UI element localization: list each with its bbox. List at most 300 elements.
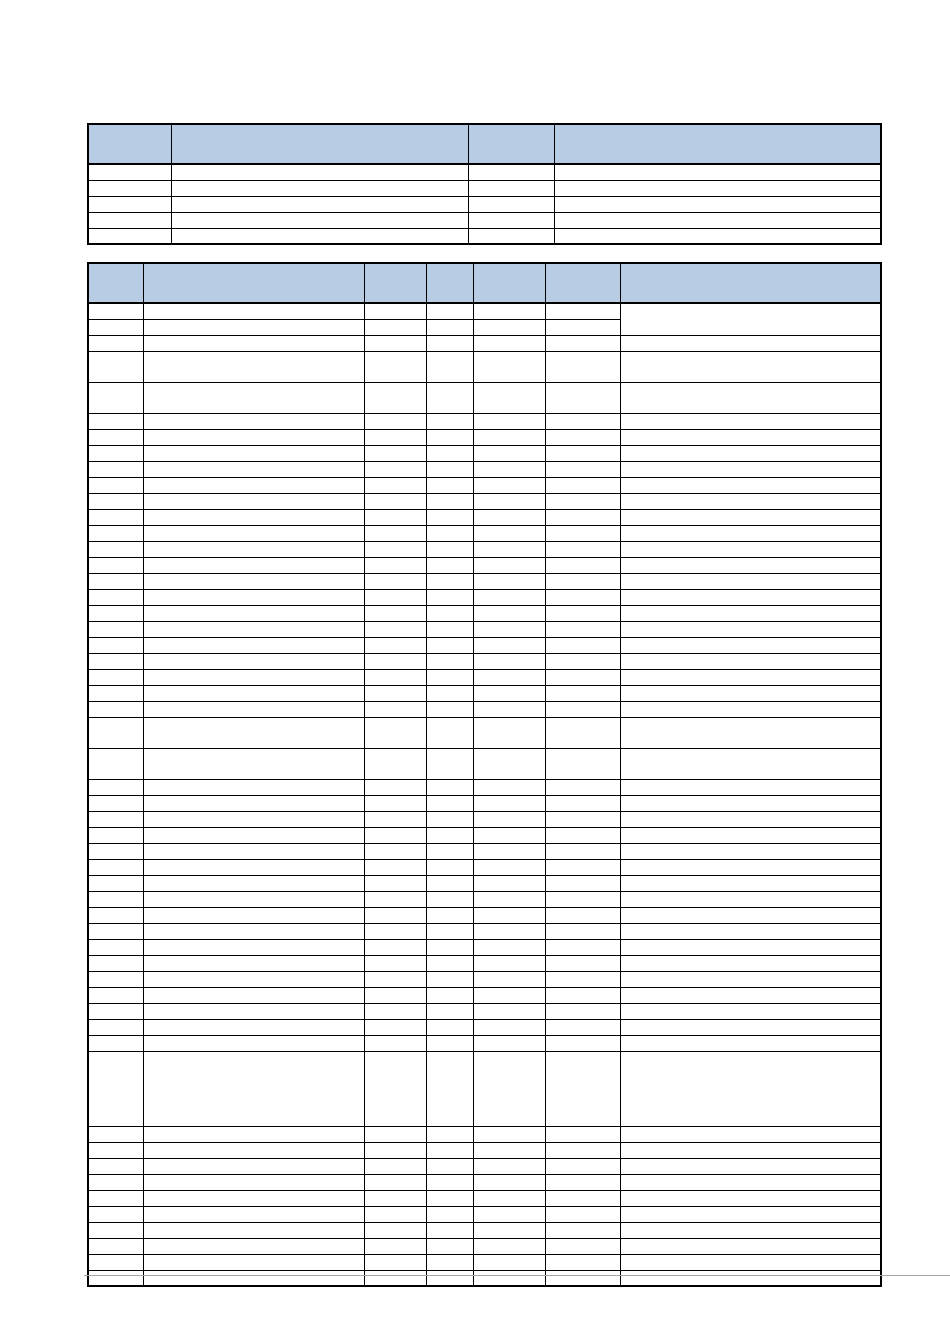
table-cell bbox=[545, 685, 620, 701]
table-cell bbox=[88, 445, 143, 461]
table-cell bbox=[88, 748, 143, 779]
table-cell bbox=[364, 557, 426, 573]
table-cell bbox=[545, 445, 620, 461]
table-cell bbox=[143, 493, 364, 509]
table-cell bbox=[88, 1003, 143, 1019]
table-cell bbox=[473, 1158, 545, 1174]
table-cell bbox=[143, 971, 364, 987]
table-cell bbox=[473, 573, 545, 589]
table-row bbox=[88, 701, 881, 717]
table-cell bbox=[426, 637, 473, 653]
table-cell bbox=[426, 795, 473, 811]
table-cell bbox=[143, 1206, 364, 1222]
table-row bbox=[88, 445, 881, 461]
table-row bbox=[88, 795, 881, 811]
table-cell bbox=[620, 413, 881, 429]
table-cell bbox=[473, 1174, 545, 1190]
table-row bbox=[88, 413, 881, 429]
table-cell bbox=[88, 685, 143, 701]
table-cell bbox=[426, 557, 473, 573]
table-cell bbox=[620, 637, 881, 653]
table-row bbox=[88, 923, 881, 939]
table-cell bbox=[426, 685, 473, 701]
table-row bbox=[88, 843, 881, 859]
summary-header-cell bbox=[554, 124, 881, 164]
table-cell bbox=[545, 1238, 620, 1254]
table-cell bbox=[473, 717, 545, 748]
table-cell bbox=[473, 429, 545, 445]
table-cell bbox=[88, 319, 143, 335]
table-cell bbox=[143, 907, 364, 923]
table-cell bbox=[88, 605, 143, 621]
table-cell bbox=[88, 1270, 143, 1286]
table-row bbox=[88, 1206, 881, 1222]
table-cell bbox=[620, 1158, 881, 1174]
table-cell bbox=[473, 1190, 545, 1206]
table-row bbox=[88, 589, 881, 605]
table-cell bbox=[364, 509, 426, 525]
table-cell bbox=[426, 605, 473, 621]
table-cell bbox=[426, 939, 473, 955]
table-cell bbox=[620, 1019, 881, 1035]
table-cell bbox=[620, 1222, 881, 1238]
table-cell bbox=[143, 653, 364, 669]
table-cell bbox=[473, 1142, 545, 1158]
table-cell bbox=[88, 907, 143, 923]
table-cell bbox=[88, 1035, 143, 1051]
table-cell bbox=[364, 413, 426, 429]
table-cell bbox=[545, 891, 620, 907]
table-cell bbox=[545, 795, 620, 811]
table-cell bbox=[620, 621, 881, 637]
table-cell bbox=[143, 779, 364, 795]
table-cell bbox=[143, 461, 364, 477]
detail-table-body bbox=[88, 303, 881, 1286]
table-cell bbox=[88, 351, 143, 382]
table-cell bbox=[473, 685, 545, 701]
table-cell bbox=[545, 382, 620, 413]
table-cell bbox=[88, 955, 143, 971]
table-cell bbox=[364, 891, 426, 907]
table-cell bbox=[88, 717, 143, 748]
table-cell bbox=[545, 1254, 620, 1270]
table-cell bbox=[143, 413, 364, 429]
table-cell bbox=[473, 843, 545, 859]
table-cell bbox=[620, 445, 881, 461]
table-cell bbox=[545, 303, 620, 319]
table-cell bbox=[620, 1190, 881, 1206]
table-cell bbox=[364, 1222, 426, 1238]
table-cell bbox=[545, 748, 620, 779]
table-cell bbox=[143, 923, 364, 939]
table-cell bbox=[473, 811, 545, 827]
table-cell bbox=[426, 493, 473, 509]
table-cell bbox=[473, 637, 545, 653]
table-cell bbox=[143, 445, 364, 461]
table-cell bbox=[88, 303, 143, 319]
table-cell bbox=[143, 637, 364, 653]
table-cell bbox=[620, 1003, 881, 1019]
table-cell bbox=[620, 811, 881, 827]
table-cell bbox=[545, 351, 620, 382]
table-cell bbox=[545, 493, 620, 509]
table-cell bbox=[426, 843, 473, 859]
table-cell bbox=[143, 748, 364, 779]
table-cell bbox=[473, 541, 545, 557]
table-cell bbox=[364, 811, 426, 827]
table-row bbox=[88, 939, 881, 955]
table-cell bbox=[88, 335, 143, 351]
table-cell bbox=[473, 748, 545, 779]
table-cell bbox=[473, 653, 545, 669]
table-cell bbox=[545, 1142, 620, 1158]
table-cell bbox=[426, 461, 473, 477]
table-cell bbox=[545, 779, 620, 795]
table-cell bbox=[473, 779, 545, 795]
summary-header-cell bbox=[171, 124, 468, 164]
table-cell bbox=[88, 827, 143, 843]
table-cell bbox=[143, 351, 364, 382]
table-row bbox=[88, 605, 881, 621]
table-cell bbox=[473, 509, 545, 525]
table-cell bbox=[620, 923, 881, 939]
table-cell bbox=[545, 605, 620, 621]
table-cell bbox=[620, 653, 881, 669]
table-cell bbox=[545, 987, 620, 1003]
table-cell bbox=[364, 1019, 426, 1035]
table-cell bbox=[426, 1270, 473, 1286]
table-row bbox=[88, 955, 881, 971]
table-cell bbox=[364, 461, 426, 477]
detail-table bbox=[87, 262, 882, 1287]
table-row bbox=[88, 1142, 881, 1158]
table-cell bbox=[364, 1003, 426, 1019]
table-cell bbox=[88, 1238, 143, 1254]
table-cell bbox=[426, 891, 473, 907]
table-cell bbox=[620, 429, 881, 445]
table-cell bbox=[620, 939, 881, 955]
table-cell bbox=[473, 589, 545, 605]
table-cell bbox=[620, 382, 881, 413]
table-cell bbox=[88, 1142, 143, 1158]
table-cell bbox=[426, 827, 473, 843]
table-cell bbox=[364, 493, 426, 509]
table-cell bbox=[143, 429, 364, 445]
table-cell bbox=[620, 891, 881, 907]
table-row bbox=[88, 1270, 881, 1286]
table-row bbox=[88, 717, 881, 748]
table-cell bbox=[88, 779, 143, 795]
table-cell bbox=[143, 795, 364, 811]
table-cell bbox=[545, 939, 620, 955]
table-row bbox=[88, 1035, 881, 1051]
summary-table bbox=[87, 123, 882, 245]
table-cell bbox=[620, 493, 881, 509]
table-cell bbox=[364, 1126, 426, 1142]
table-cell bbox=[426, 859, 473, 875]
table-cell bbox=[143, 1222, 364, 1238]
table-cell bbox=[473, 621, 545, 637]
table-cell bbox=[545, 1003, 620, 1019]
table-cell bbox=[88, 701, 143, 717]
table-cell bbox=[143, 891, 364, 907]
table-cell bbox=[364, 955, 426, 971]
table-cell bbox=[620, 685, 881, 701]
table-cell bbox=[620, 589, 881, 605]
table-cell bbox=[426, 382, 473, 413]
table-cell bbox=[620, 541, 881, 557]
table-cell bbox=[620, 1142, 881, 1158]
table-cell bbox=[620, 669, 881, 685]
table-cell bbox=[426, 653, 473, 669]
table-row bbox=[88, 811, 881, 827]
table-cell bbox=[426, 509, 473, 525]
table-row bbox=[88, 748, 881, 779]
table-cell bbox=[364, 653, 426, 669]
table-cell bbox=[88, 525, 143, 541]
table-cell bbox=[426, 429, 473, 445]
table-cell bbox=[88, 939, 143, 955]
table-cell bbox=[426, 445, 473, 461]
table-cell bbox=[143, 1142, 364, 1158]
table-cell bbox=[426, 1003, 473, 1019]
table-cell bbox=[143, 303, 364, 319]
table-cell bbox=[364, 477, 426, 493]
table-cell bbox=[364, 827, 426, 843]
table-cell bbox=[545, 461, 620, 477]
table-cell bbox=[426, 779, 473, 795]
table-cell bbox=[620, 907, 881, 923]
table-cell bbox=[620, 509, 881, 525]
table-cell bbox=[473, 445, 545, 461]
table-row bbox=[88, 891, 881, 907]
detail-header-cell bbox=[620, 263, 881, 303]
table-cell bbox=[143, 859, 364, 875]
table-cell bbox=[545, 541, 620, 557]
detail-header-cell bbox=[426, 263, 473, 303]
table-cell bbox=[620, 525, 881, 541]
table-cell bbox=[545, 1158, 620, 1174]
table-row bbox=[88, 621, 881, 637]
table-cell bbox=[143, 701, 364, 717]
table-cell bbox=[426, 351, 473, 382]
table-row bbox=[88, 1019, 881, 1035]
table-cell bbox=[473, 1019, 545, 1035]
table-cell bbox=[364, 1206, 426, 1222]
table-cell bbox=[143, 477, 364, 493]
table-cell bbox=[426, 748, 473, 779]
table-cell bbox=[545, 859, 620, 875]
table-cell bbox=[620, 779, 881, 795]
table-cell bbox=[545, 525, 620, 541]
table-cell bbox=[364, 875, 426, 891]
table-row bbox=[88, 1126, 881, 1142]
table-cell bbox=[426, 1190, 473, 1206]
table-cell bbox=[545, 319, 620, 335]
table-cell bbox=[364, 1158, 426, 1174]
table-cell bbox=[143, 685, 364, 701]
table-cell bbox=[364, 717, 426, 748]
table-cell bbox=[364, 987, 426, 1003]
table-cell bbox=[88, 811, 143, 827]
table-cell bbox=[620, 987, 881, 1003]
table-cell bbox=[143, 605, 364, 621]
table-cell bbox=[426, 923, 473, 939]
table-row bbox=[88, 1238, 881, 1254]
table-cell bbox=[426, 573, 473, 589]
table-cell bbox=[143, 589, 364, 605]
table-cell bbox=[143, 1019, 364, 1035]
table-cell bbox=[426, 717, 473, 748]
table-row bbox=[88, 875, 881, 891]
table-cell bbox=[143, 335, 364, 351]
table-cell bbox=[143, 987, 364, 1003]
detail-header-cell bbox=[545, 263, 620, 303]
table-cell bbox=[88, 1019, 143, 1035]
table-cell bbox=[545, 923, 620, 939]
table-cell bbox=[364, 303, 426, 319]
table-cell bbox=[88, 795, 143, 811]
table-row bbox=[88, 1003, 881, 1019]
table-cell bbox=[88, 1051, 143, 1126]
table-cell bbox=[545, 573, 620, 589]
table-cell bbox=[143, 811, 364, 827]
detail-header-cell bbox=[364, 263, 426, 303]
table-cell bbox=[88, 541, 143, 557]
table-cell bbox=[545, 429, 620, 445]
table-row bbox=[88, 1174, 881, 1190]
table-row bbox=[88, 637, 881, 653]
table-cell bbox=[88, 653, 143, 669]
table-cell bbox=[364, 685, 426, 701]
table-cell bbox=[473, 493, 545, 509]
table-cell bbox=[143, 382, 364, 413]
table-cell bbox=[364, 1035, 426, 1051]
table-cell bbox=[426, 303, 473, 319]
table-cell bbox=[88, 1158, 143, 1174]
summary-header-row bbox=[88, 124, 881, 164]
table-cell bbox=[545, 971, 620, 987]
table-cell bbox=[364, 605, 426, 621]
table-cell bbox=[545, 589, 620, 605]
table-row bbox=[88, 1051, 881, 1126]
table-cell bbox=[473, 477, 545, 493]
table-cell bbox=[143, 319, 364, 335]
table-cell bbox=[620, 1051, 881, 1126]
table-cell bbox=[545, 875, 620, 891]
table-cell bbox=[143, 1035, 364, 1051]
table-cell bbox=[88, 923, 143, 939]
table-cell bbox=[426, 1206, 473, 1222]
table-cell bbox=[620, 605, 881, 621]
table-cell bbox=[545, 955, 620, 971]
table-cell bbox=[88, 621, 143, 637]
table-cell bbox=[88, 413, 143, 429]
table-cell bbox=[545, 907, 620, 923]
table-cell bbox=[545, 827, 620, 843]
table-cell bbox=[88, 891, 143, 907]
table-cell bbox=[620, 859, 881, 875]
table-cell bbox=[620, 1206, 881, 1222]
table-cell bbox=[545, 811, 620, 827]
table-cell bbox=[426, 1174, 473, 1190]
table-cell bbox=[143, 1174, 364, 1190]
table-cell bbox=[364, 573, 426, 589]
table-cell bbox=[88, 1206, 143, 1222]
table-cell bbox=[545, 637, 620, 653]
table-cell bbox=[143, 843, 364, 859]
table-cell bbox=[620, 1174, 881, 1190]
table-cell bbox=[364, 1270, 426, 1286]
table-row bbox=[88, 180, 881, 196]
table-cell bbox=[364, 637, 426, 653]
table-cell bbox=[545, 335, 620, 351]
detail-header-cell bbox=[88, 263, 143, 303]
table-cell bbox=[364, 429, 426, 445]
table-row bbox=[88, 1190, 881, 1206]
table-cell bbox=[473, 955, 545, 971]
table-row bbox=[88, 669, 881, 685]
table-cell bbox=[426, 1035, 473, 1051]
table-cell bbox=[143, 827, 364, 843]
table-cell bbox=[88, 429, 143, 445]
table-cell bbox=[88, 509, 143, 525]
table-row bbox=[88, 212, 881, 228]
table-cell bbox=[88, 987, 143, 1003]
table-cell bbox=[426, 875, 473, 891]
table-cell bbox=[473, 1206, 545, 1222]
table-cell bbox=[143, 939, 364, 955]
table-cell bbox=[426, 907, 473, 923]
table-cell bbox=[364, 939, 426, 955]
table-cell bbox=[364, 1238, 426, 1254]
table-cell bbox=[473, 319, 545, 335]
table-cell bbox=[620, 827, 881, 843]
table-cell bbox=[143, 1126, 364, 1142]
table-cell bbox=[473, 1270, 545, 1286]
table-cell bbox=[426, 477, 473, 493]
table-cell bbox=[426, 1254, 473, 1270]
table-cell bbox=[143, 509, 364, 525]
table-cell bbox=[364, 621, 426, 637]
table-cell bbox=[143, 669, 364, 685]
table-row bbox=[88, 685, 881, 701]
table-row bbox=[88, 509, 881, 525]
table-cell bbox=[143, 1158, 364, 1174]
table-cell bbox=[364, 1254, 426, 1270]
detail-header-cell bbox=[143, 263, 364, 303]
table-cell bbox=[88, 573, 143, 589]
table-row bbox=[88, 987, 881, 1003]
summary-header-cell bbox=[88, 124, 171, 164]
table-cell bbox=[473, 605, 545, 621]
table-cell bbox=[473, 351, 545, 382]
table-cell bbox=[88, 493, 143, 509]
table-cell bbox=[620, 1035, 881, 1051]
table-cell bbox=[473, 1126, 545, 1142]
table-cell bbox=[545, 669, 620, 685]
table-row bbox=[88, 164, 881, 180]
table-row bbox=[88, 351, 881, 382]
table-cell bbox=[364, 1174, 426, 1190]
table-cell bbox=[88, 557, 143, 573]
table-cell bbox=[426, 525, 473, 541]
table-cell bbox=[88, 477, 143, 493]
table-cell bbox=[620, 477, 881, 493]
table-cell bbox=[364, 971, 426, 987]
table-cell bbox=[364, 1142, 426, 1158]
table-row bbox=[88, 382, 881, 413]
